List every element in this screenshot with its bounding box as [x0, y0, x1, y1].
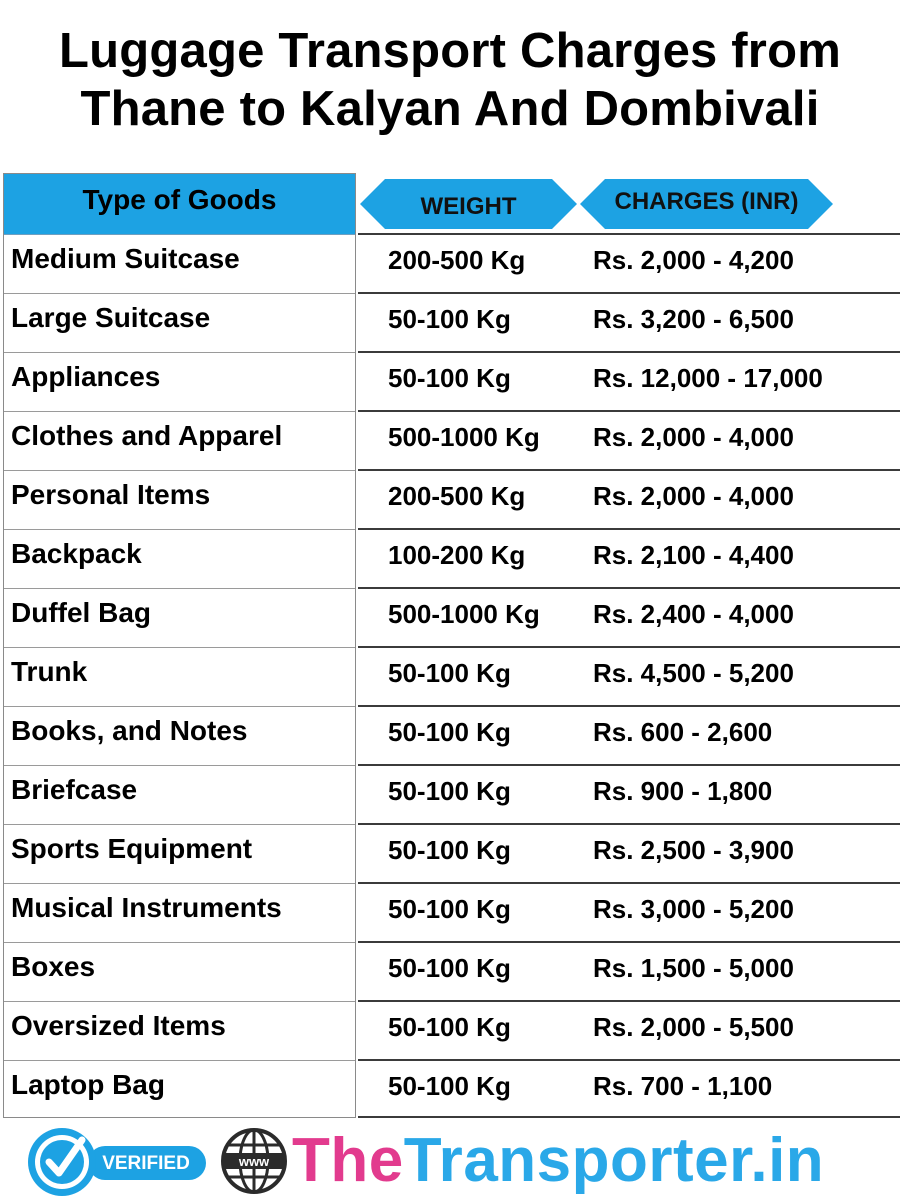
charges-cell: Rs. 2,400 - 4,000	[593, 599, 794, 629]
charges-cell: Rs. 700 - 1,100	[593, 1071, 773, 1101]
weight-cell: 50-100 Kg	[388, 1071, 511, 1101]
footer-brand-bar	[0, 1122, 900, 1200]
goods-cell: Sports Equipment	[4, 825, 355, 884]
charges-cell: Rs. 2,000 - 4,000	[593, 481, 794, 511]
charges-header-label: CHARGES (INR)	[614, 188, 799, 215]
weight-cell: 50-100 Kg	[388, 717, 511, 747]
charges-cell: Rs. 2,000 - 5,500	[593, 1012, 794, 1042]
verified-label: VERIFIED	[102, 1153, 190, 1174]
brand-name	[292, 1124, 824, 1198]
charges-cell: Rs. 2,000 - 4,200	[593, 245, 794, 275]
goods-cell: Trunk	[4, 648, 355, 707]
table-row	[358, 351, 900, 410]
table-row	[358, 764, 900, 823]
charges-cell: Rs. 1,500 - 5,000	[593, 953, 794, 983]
globe-icon	[220, 1127, 288, 1195]
goods-cell: Backpack	[4, 530, 355, 589]
charges-cell: Rs. 12,000 - 17,000	[593, 363, 823, 393]
goods-cell: Laptop Bag	[11, 1069, 165, 1100]
weight-column-header	[360, 179, 577, 229]
goods-cell: Boxes	[4, 943, 355, 1002]
table-row	[358, 1000, 900, 1059]
charges-cell: Rs. 3,000 - 5,200	[593, 894, 794, 924]
weight-cell: 50-100 Kg	[388, 658, 511, 688]
goods-cell: Medium Suitcase	[4, 235, 355, 294]
weight-cell: 50-100 Kg	[388, 776, 511, 806]
goods-cell: Books, and Notes	[4, 707, 355, 766]
goods-cell: Musical Instruments	[4, 884, 355, 943]
page-title-line-2: Thane to Kalyan And Dombivali	[80, 82, 820, 136]
weight-cell: 50-100 Kg	[388, 363, 511, 393]
table-row	[358, 528, 900, 587]
weight-cell: 500-1000 Kg	[388, 422, 540, 452]
table-row	[358, 292, 900, 351]
table-row	[358, 233, 900, 292]
table-row	[358, 410, 900, 469]
goods-cell: Oversized Items	[4, 1002, 355, 1061]
table-row	[358, 469, 900, 528]
weight-cell: 50-100 Kg	[388, 953, 511, 983]
brand-name-part-1: The	[292, 1126, 404, 1195]
table-row	[358, 882, 900, 941]
globe-www-label: www	[238, 1154, 270, 1169]
weight-cell: 50-100 Kg	[388, 894, 511, 924]
goods-column	[3, 173, 356, 1118]
weight-cell: 50-100 Kg	[388, 835, 511, 865]
charges-cell: Rs. 2,500 - 3,900	[593, 835, 794, 865]
charges-cell: Rs. 4,500 - 5,200	[593, 658, 794, 688]
charges-cell: Rs. 3,200 - 6,500	[593, 304, 794, 334]
goods-cell: Duffel Bag	[4, 589, 355, 648]
table-row	[358, 941, 900, 1000]
charges-cell: Rs. 900 - 1,800	[593, 776, 773, 806]
goods-cell: Briefcase	[4, 766, 355, 825]
table-row	[358, 1059, 900, 1118]
charges-cell: Rs. 600 - 2,600	[593, 717, 773, 747]
charges-column-header	[580, 179, 833, 229]
charges-cell: Rs. 2,000 - 4,000	[593, 422, 794, 452]
weight-cell: 200-500 Kg	[388, 481, 526, 511]
weight-cell: 100-200 Kg	[388, 540, 526, 570]
weight-cell: 50-100 Kg	[388, 1012, 511, 1042]
page-title	[0, 22, 900, 138]
brand-name-part-2: Transporter.in	[403, 1126, 825, 1195]
goods-cell: Appliances	[4, 353, 355, 412]
goods-column-header: Type of Goods	[4, 174, 355, 235]
weight-cell: 200-500 Kg	[388, 245, 526, 275]
table-row	[358, 646, 900, 705]
page-title-line-1: Luggage Transport Charges from	[59, 24, 841, 78]
verified-badge	[18, 1124, 208, 1198]
table-row	[358, 705, 900, 764]
weight-charges-rows	[358, 233, 900, 1118]
charges-cell: Rs. 2,100 - 4,400	[593, 540, 794, 570]
goods-list	[4, 235, 355, 1120]
table-row	[358, 587, 900, 646]
weight-cell: 50-100 Kg	[388, 304, 511, 334]
weight-header-label: WEIGHT	[420, 193, 517, 220]
goods-cell: Personal Items	[4, 471, 355, 530]
weight-cell: 500-1000 Kg	[388, 599, 540, 629]
table-row	[358, 823, 900, 882]
goods-cell: Large Suitcase	[4, 294, 355, 353]
goods-cell: Clothes and Apparel	[4, 412, 355, 471]
